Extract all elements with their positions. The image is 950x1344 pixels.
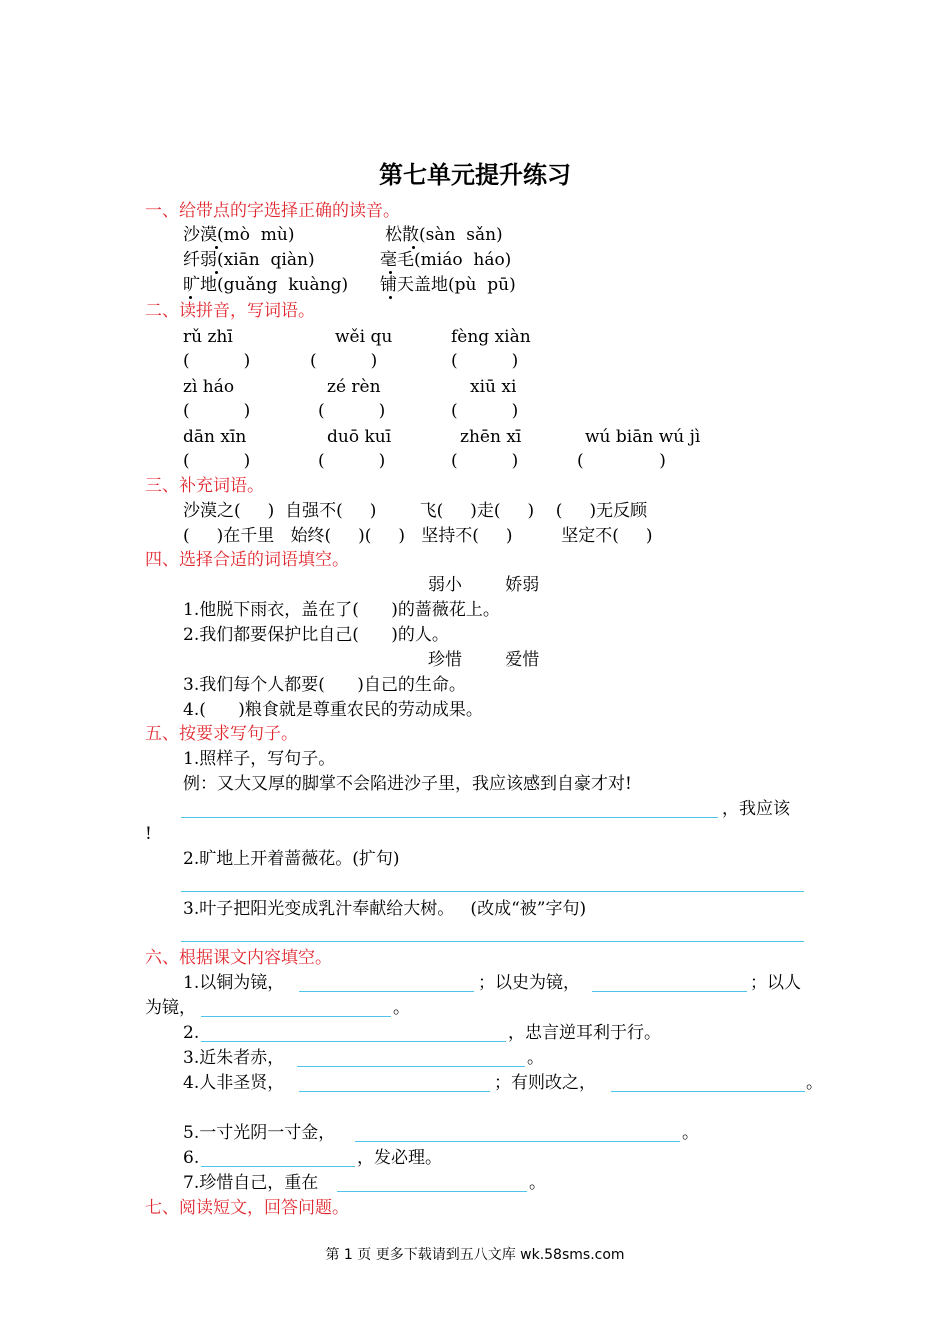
page-title: 第七单元提升练习 xyxy=(379,161,571,189)
answer-bracket[interactable]: ( ) xyxy=(318,401,386,421)
s6-q6-text: ，发必理。 xyxy=(357,1148,442,1168)
s4-question-4: 4.( )粮食就是尊重农民的劳动成果。 xyxy=(183,700,483,720)
answer-line[interactable] xyxy=(201,1166,355,1167)
s1-item-1: 沙漠(mò mù) xyxy=(183,225,295,245)
answer-line[interactable] xyxy=(201,1016,391,1017)
s3-line-1: 沙漠之( ) 自强不( ) 飞( )走( ) ( )无反顾 xyxy=(183,501,648,521)
s4-word-choices-1: 弱小 娇弱 xyxy=(428,575,540,595)
s5-exclamation: ! xyxy=(145,824,152,844)
s6-q2-text: ，忠言逆耳利于行。 xyxy=(508,1023,661,1043)
pinyin-4: zì háo xyxy=(183,377,235,397)
s6-q4-start: 4.人非圣贤， xyxy=(183,1073,285,1093)
answer-bracket[interactable]: ( ) xyxy=(318,451,386,471)
s6-q1-start: 1.以铜为镜， xyxy=(183,973,285,993)
period: 。 xyxy=(806,1073,823,1093)
pinyin-6: xiū xi xyxy=(470,377,517,397)
s1-item-2: 松散(sàn sǎn) xyxy=(385,225,503,245)
answer-bracket[interactable]: ( ) xyxy=(310,351,378,371)
page-footer: 第 1 页 更多下载请到五八文库 wk.58sms.com xyxy=(325,1247,625,1263)
answer-line[interactable] xyxy=(181,817,718,818)
period: 。 xyxy=(682,1123,699,1143)
s4-question-3: 3.我们每个人都要( )自己的生命。 xyxy=(183,675,466,695)
answer-line[interactable] xyxy=(355,1141,680,1142)
answer-line[interactable] xyxy=(181,941,804,942)
answer-line[interactable] xyxy=(201,1041,506,1042)
emphasis-dot xyxy=(215,271,218,274)
section-7-heading: 七、阅读短文，回答问题。 xyxy=(145,1198,349,1218)
s1-item-5: 旷地(guǎng kuàng) xyxy=(183,275,349,295)
answer-line[interactable] xyxy=(611,1091,805,1092)
s3-line-2: ( )在千里 始终( )( ) 坚持不( ) 坚定不( ) xyxy=(183,526,653,546)
section-3-heading: 三、补充词语。 xyxy=(145,476,264,496)
period: 。 xyxy=(393,998,410,1018)
section-6-heading: 六、根据课文内容填空。 xyxy=(145,948,332,968)
answer-line[interactable] xyxy=(592,991,747,992)
pinyin-3: fèng xiàn xyxy=(451,327,531,347)
section-4-heading: 四、选择合适的词语填空。 xyxy=(145,550,349,570)
emphasis-dot xyxy=(189,296,192,299)
answer-bracket[interactable]: ( ) xyxy=(577,451,666,471)
pinyin-7: dān xīn xyxy=(183,427,247,447)
emphasis-dot xyxy=(389,271,392,274)
s1-item-3: 纤弱(xiān qiàn) xyxy=(183,250,315,270)
s5-question-1: 1.照样子，写句子。 xyxy=(183,749,336,769)
s6-q1-end: ；以人 xyxy=(750,973,801,993)
answer-line[interactable] xyxy=(337,1191,527,1192)
emphasis-dot xyxy=(389,296,392,299)
pinyin-5: zé rèn xyxy=(327,377,381,397)
section-1-heading: 一、给带点的字选择正确的读音。 xyxy=(145,201,400,221)
s6-q1-wrap: 为镜， xyxy=(145,998,196,1018)
answer-line[interactable] xyxy=(297,1066,525,1067)
s4-word-choices-2: 珍惜 爱惜 xyxy=(428,650,540,670)
pinyin-9: zhēn xī xyxy=(460,427,522,447)
s4-question-2: 2.我们都要保护比自己( )的人。 xyxy=(183,625,449,645)
pinyin-2: wěi qu xyxy=(335,327,393,347)
s6-q7-text: 7.珍惜自己，重在 xyxy=(183,1173,319,1193)
section-5-heading: 五、按要求写句子。 xyxy=(145,724,298,744)
s5-tail: ，我应该 xyxy=(722,799,790,819)
answer-bracket[interactable]: ( ) xyxy=(183,351,251,371)
answer-bracket[interactable]: ( ) xyxy=(451,451,519,471)
emphasis-dot xyxy=(412,246,415,249)
s6-q4-middle: ；有则改之， xyxy=(494,1073,596,1093)
s5-example: 例：又大又厚的脚掌不会陷进沙子里，我应该感到自豪才对! xyxy=(183,774,632,794)
emphasis-dot xyxy=(215,246,218,249)
s6-q3-text: 3.近朱者赤， xyxy=(183,1048,285,1068)
s5-question-3: 3.叶子把阳光变成乳汁奉献给大树。 (改成“被”字句) xyxy=(183,899,587,919)
s6-q1-middle: ；以史为镜， xyxy=(478,973,580,993)
answer-line[interactable] xyxy=(181,891,804,892)
answer-bracket[interactable]: ( ) xyxy=(183,451,251,471)
s4-question-1: 1.他脱下雨衣，盖在了( )的蔷薇花上。 xyxy=(183,600,500,620)
s6-q5-text: 5.一寸光阴一寸金， xyxy=(183,1123,336,1143)
s6-q6-num: 6. xyxy=(183,1148,200,1168)
pinyin-8: duō kuī xyxy=(327,427,392,447)
answer-bracket[interactable]: ( ) xyxy=(451,401,519,421)
pinyin-1: rǔ zhī xyxy=(183,327,233,347)
s5-question-2: 2.旷地上开着蔷薇花。(扩句) xyxy=(183,849,400,869)
answer-line[interactable] xyxy=(299,1091,490,1092)
answer-line[interactable] xyxy=(299,991,474,992)
s1-item-6: 铺天盖地(pù pū) xyxy=(380,275,516,295)
period: 。 xyxy=(527,1048,544,1068)
s6-q2-num: 2. xyxy=(183,1023,200,1043)
period: 。 xyxy=(529,1173,546,1193)
section-2-heading: 二、读拼音，写词语。 xyxy=(145,301,315,321)
answer-bracket[interactable]: ( ) xyxy=(451,351,519,371)
pinyin-10: wú biān wú jì xyxy=(585,427,701,447)
s1-item-4: 毫毛(miáo háo) xyxy=(380,250,512,270)
answer-bracket[interactable]: ( ) xyxy=(183,401,251,421)
